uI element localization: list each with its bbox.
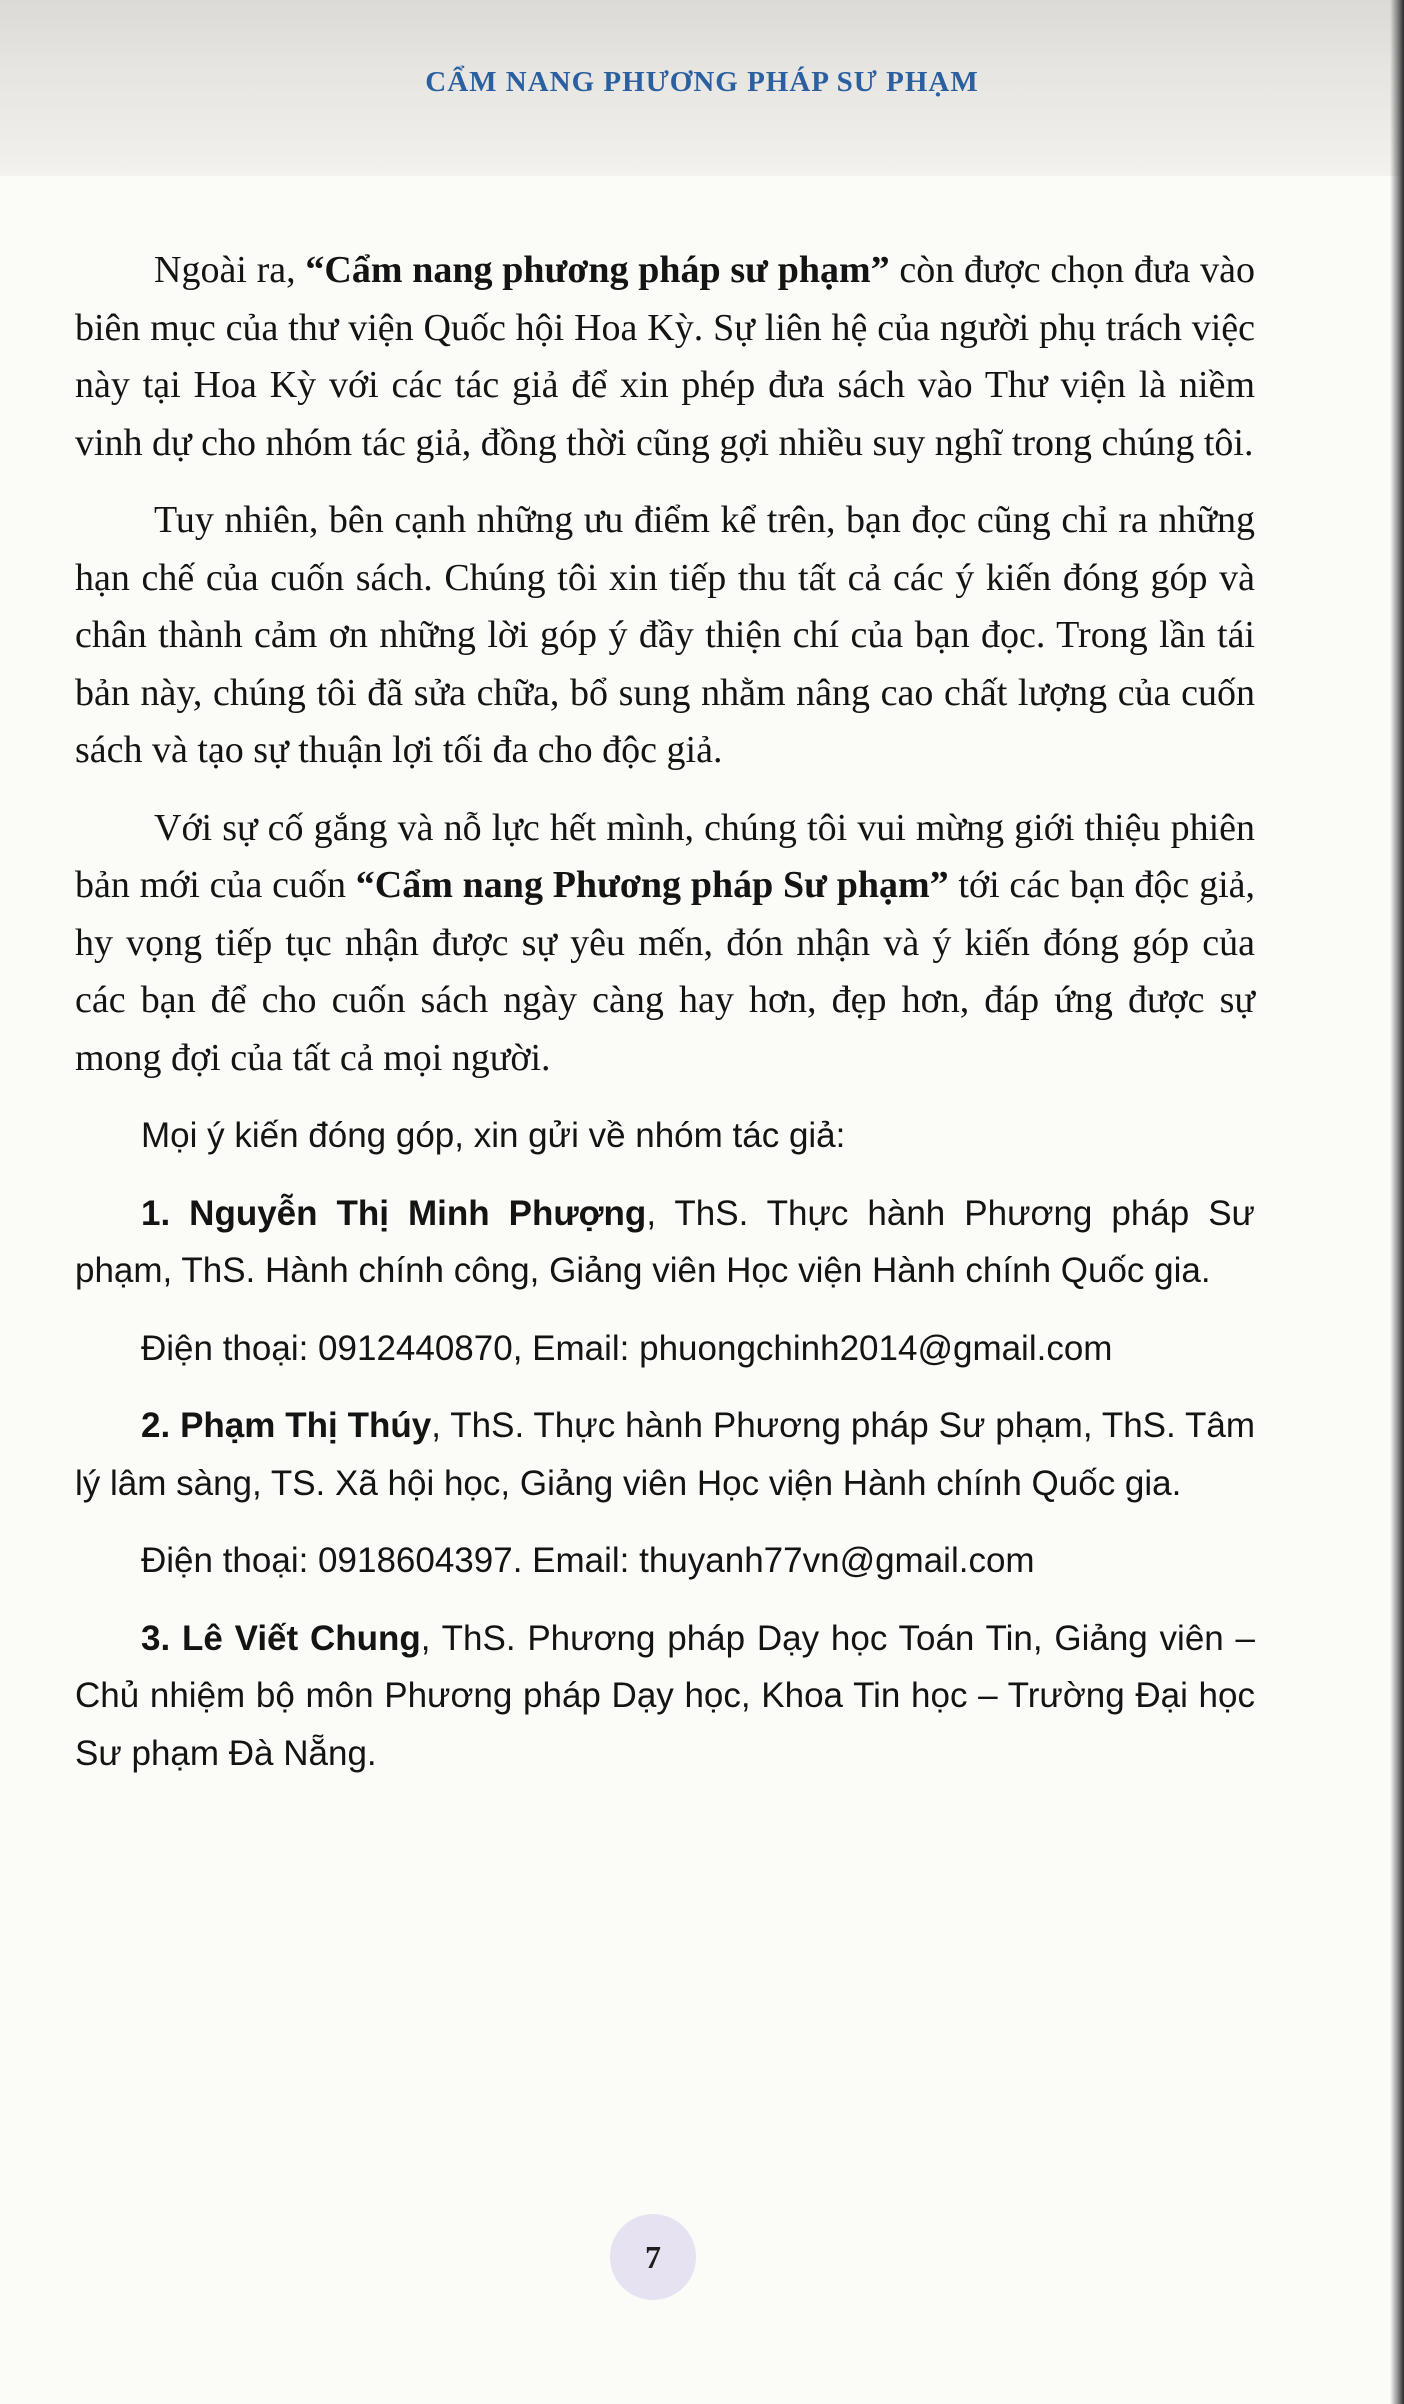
author-entry-2 [75,1397,1255,1512]
running-header [0,0,1404,176]
author-details: , ThS. Thực hành Phương pháp Sư phạm, ThS. Hành chính công, Giảng viên Học viện Hành chính Quốc gia. [75,1193,1255,1290]
book-title-emphasis: “Cẩm nang phương pháp sư phạm” [305,249,890,291]
page-edge-shadow [1390,0,1404,2404]
author-name: 3. Lê Viết Chung [141,1618,421,1658]
author-name: 2. Phạm Thị Thúy [141,1406,432,1445]
author-contact-2: Điện thoại: 0918604397. Email: thuyanh77vn@gmail.com [141,1541,1035,1580]
paragraph-library-of-congress [75,242,1255,472]
book-title-emphasis: “Cẩm nang Phương pháp Sư phạm” [355,864,949,906]
author-details: , ThS. Phương pháp Dạy học Toán Tin, Giảng viên – Chủ nhiệm bộ môn Phương pháp Dạy học, Khoa Tin học – Trường Đại học Sư phạm Đà Nẵng. [75,1618,1255,1773]
paragraph-text: Với sự cố gắng và nỗ lực hết mình, chúng tôi vui mừng giới thiệu phiên bản mới của cuốn [75,806,1255,906]
paragraph-text: tới các bạn độc giả, hy vọng tiếp tục nhận được sự yêu mến, đón nhận và ý kiến đóng góp của các bạn để cho cuốn sách ngày càng hay hơn, đẹp hơn, đáp ứng được sự mong đợi của tất cả mọi người. [75,864,1255,1079]
paragraph-limitations [75,492,1255,780]
contacts-intro: Mọi ý kiến đóng góp, xin gửi về nhóm tác giả: [141,1116,846,1155]
running-header-title: CẨM NANG PHƯƠNG PHÁP SƯ PHẠM [425,66,979,98]
author-entry-1 [75,1185,1255,1300]
author-name: 1. Nguyễn Thị Minh Phượng [141,1193,647,1233]
paragraph-text: Tuy nhiên, bên cạnh những ưu điểm kể trên, bạn đọc cũng chỉ ra những hạn chế của cuốn sách. Chúng tôi xin tiếp thu tất cả các ý kiến đóng góp và chân thành cảm ơn những lời góp ý đầy thiện chí của bạn đọc. Trong lần tái bản này, chúng tôi đã sửa chữa, bổ sung nhằm nâng cao chất lượng của cuốn sách và tạo sự thuận lợi tối đa cho độc giả. [75,499,1255,771]
page-body [75,242,1255,1802]
author-details: , ThS. Thực hành Phương pháp Sư phạm, ThS. Tâm lý lâm sàng, TS. Xã hội học, Giảng viên Học viện Hành chính Quốc gia. [75,1406,1255,1503]
paragraph-text: còn được chọn đưa vào biên mục của thư viện Quốc hội Hoa Kỳ. Sự liên hệ của người phụ trách việc này tại Hoa Kỳ với các tác giả để xin phép đưa sách vào Thư viện là niềm vinh dự cho nhóm tác giả, đồng thời cũng gợi nhiều suy nghĩ trong chúng tôi. [75,249,1256,464]
paragraph-new-edition [75,800,1255,1088]
author-entry-3 [75,1610,1255,1783]
author-contact-1: Điện thoại: 0912440870, Email: phuongchinh2014@gmail.com [141,1328,1113,1368]
paragraph-text: Ngoài ra, [154,249,306,291]
page-number-badge: 7 [610,2214,696,2300]
